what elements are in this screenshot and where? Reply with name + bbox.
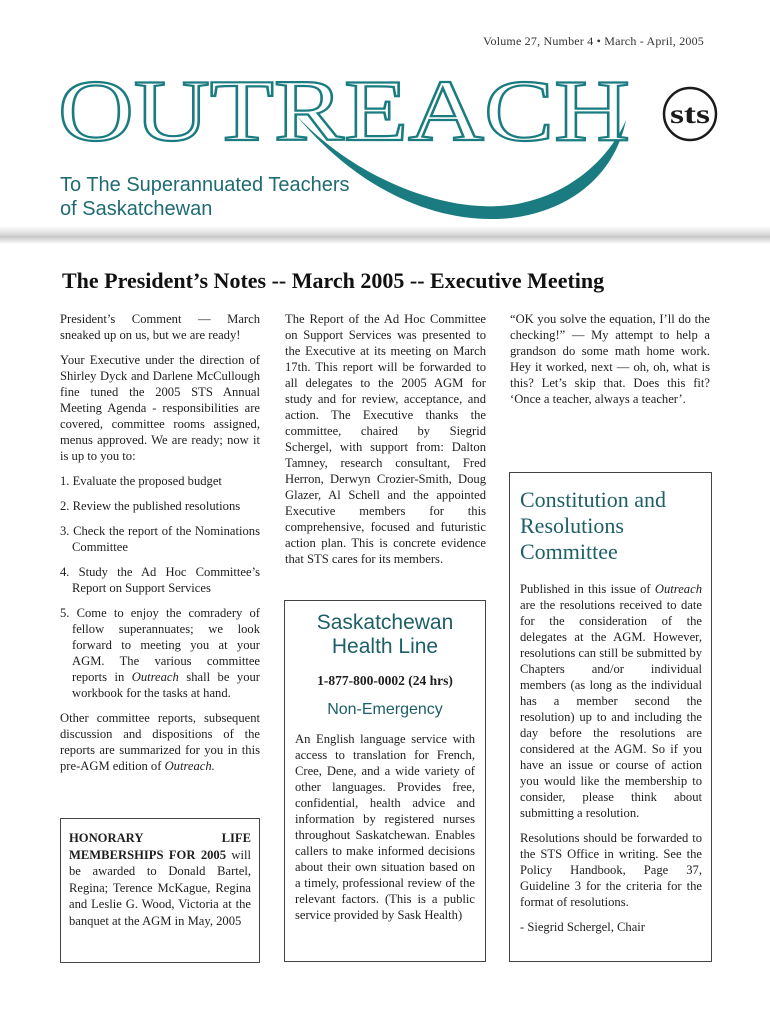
- health-line-box: [284, 600, 486, 962]
- article-column-2: [285, 311, 486, 576]
- signature: - Siegrid Schergel, Chair: [520, 920, 645, 934]
- sts-logo-text: sts: [670, 99, 710, 129]
- health-line-subtitle: Non-Emergency: [327, 701, 443, 718]
- article-column-1: [60, 311, 260, 783]
- subtitle-line-1: To The Superannuated Teachers: [60, 174, 350, 196]
- masthead: [56, 60, 756, 250]
- issue-line: Volume 27, Number 4 • March - April, 2005: [483, 34, 704, 48]
- paragraph: Your Executive under the direction of Shirley Dyck and Darlene McCullough fine tuned the 2005 STS Annual Meeting Agenda - responsibilities are covered, committee rooms assigned, menus approved. We are ready; now it is up to you to:: [60, 353, 260, 463]
- paragraph: Other committee reports, subsequent discussion and dispositions of the reports are summarized for you in this pre-AGM edition of Outreach.: [60, 711, 260, 773]
- article-column-3: [510, 311, 710, 416]
- health-line-title: Saskatchewan Health Line: [316, 611, 454, 658]
- list-item: 2. Review the published resolutions: [60, 499, 241, 513]
- constitution-title: Constitution and Resolutions Committee: [520, 487, 667, 564]
- health-line-body: An English language service with access to translation for French, Cree, Dene, and a wide variety of other languages. Provides free, confidential, health advice and information by registered nurses throughout Saskatchewan. Enables callers to make informed decisions about their own situation based on a timely, professional review of the relevant factors. (This is a public service provided by Sask Health): [295, 732, 475, 922]
- subtitle-line-2: of Saskatchewan: [60, 198, 213, 220]
- masthead-title: OUTREACH: [58, 63, 630, 160]
- header-divider: [0, 226, 770, 244]
- paragraph: Resolutions should be forwarded to the STS Office in writing. See the Policy Handbook, Page 37, Guideline 3 for the criteria for the format of resolutions.: [520, 831, 702, 909]
- paragraph: “OK you solve the equation, I’ll do the checking!” — My attempt to help a grandson do some math home work. Hey it worked, next — oh, oh, what is this? Let’s skip that. Does this fit? ‘Once a teacher, always a teacher’.: [510, 312, 710, 406]
- paragraph: The Report of the Ad Hoc Committee on Support Services was presented to the Executive at its meeting on March 17th. This report will be forwarded to all delegates to the 2005 AGM for study and for review, acceptance, and action. The Executive thanks the committee, chaired by Siegrid Schergel, with support from: Dalton Tamney, research consultant, Fred Herron, Derwyn Crozier-Smith, Doug Glazer, Al Schell and the appointed Executive members for this comprehensive, focused and futuristic action plan. This is concrete evidence that STS cares for its members.: [285, 312, 486, 566]
- list-item: 1. Evaluate the proposed budget: [60, 474, 222, 488]
- health-line-phone: 1-877-800-0002 (24 hrs): [317, 673, 453, 688]
- list-item: 3. Check the report of the Nominations Committee: [60, 524, 260, 554]
- list-item: 5. Come to enjoy the comradery of fellow superannuates; we look forward to meeting you at your AGM. The various committee reports in Outreach shall be your workbook for the tasks at hand.: [60, 606, 260, 700]
- article-headline: The President’s Notes -- March 2005 -- Executive Meeting: [62, 268, 605, 293]
- constitution-box: [509, 472, 712, 962]
- masthead-subtitle: [60, 173, 349, 221]
- honorary-memberships-box: [60, 818, 260, 963]
- honorary-heading: HONORARY LIFE MEMBERSHIPS FOR 2005: [69, 831, 251, 862]
- sts-logo: [664, 88, 716, 140]
- list-item: 4. Study the Ad Hoc Committee’s Report on Support Services: [60, 565, 260, 595]
- paragraph: President’s Comment — March sneaked up on us, but we are ready!: [60, 312, 260, 342]
- honorary-text: will be awarded to Donald Bartel, Regina; Terence McKague, Regina and Leslie G. Wood, Victoria at the banquet at the AGM in May, 2005: [69, 847, 251, 928]
- paragraph: Published in this issue of Outreach are the resolutions received to date for the consideration of the delegates at the AGM. However, resolutions can still be submitted by Chapters and/or individual members (as long as the individual has a member second the resolution) up to and including the day before the resolutions are considered at the AGM. So if you have an issue or course of action you would like the membership to consider, please think about submitting a resolution.: [520, 582, 702, 820]
